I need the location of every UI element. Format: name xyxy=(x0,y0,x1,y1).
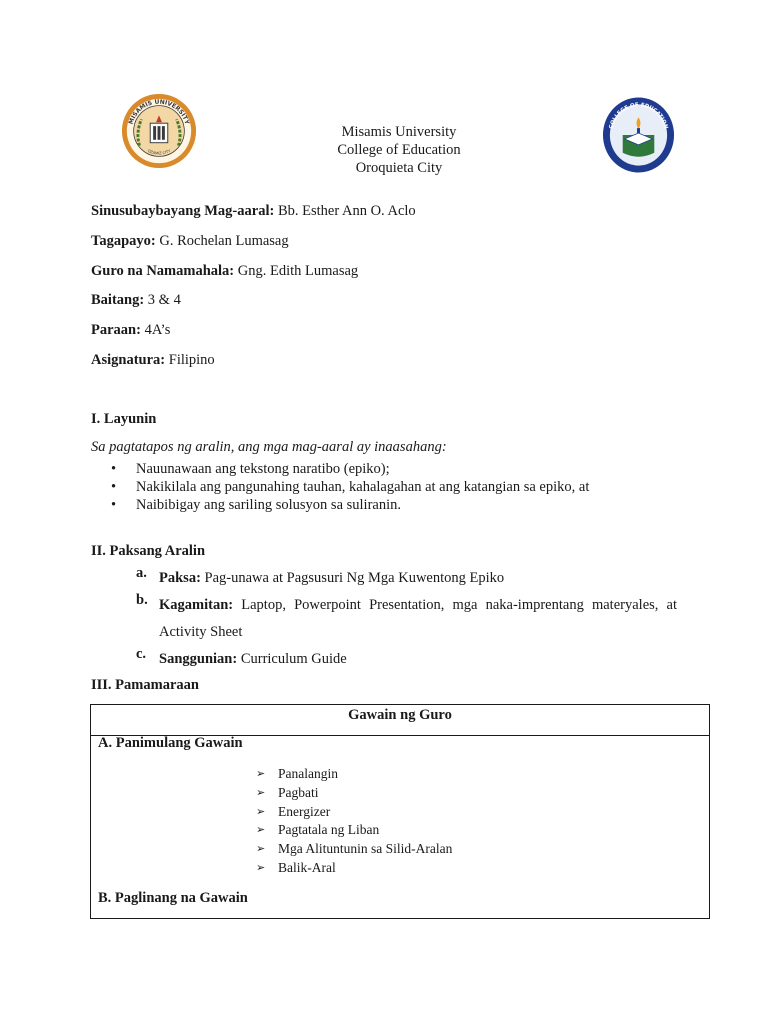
activity-text: Panalangin xyxy=(278,766,338,781)
misamis-university-seal xyxy=(120,92,198,170)
topic-label: Paksa: xyxy=(159,570,201,586)
activity-text: Energizer xyxy=(278,803,331,819)
city-name: Oroquieta City xyxy=(355,160,443,176)
bullet-icon: • xyxy=(111,461,117,477)
section-subject-matter-title: II. Paksang Aralin xyxy=(91,543,206,559)
part-a-title: A. Panimulang Gawain xyxy=(98,735,243,751)
info-value: 3 & 4 xyxy=(144,292,181,308)
info-value: Filipino xyxy=(165,352,215,368)
info-adviser xyxy=(91,233,289,250)
info-grade xyxy=(91,292,181,309)
list-item xyxy=(256,784,452,803)
topic-value: Curriculum Guide xyxy=(237,651,347,667)
section-objectives-title: I. Layunin xyxy=(91,411,157,427)
info-student-teacher xyxy=(91,203,416,220)
university-name: Misamis University xyxy=(341,124,457,140)
info-cooperating-teacher xyxy=(91,263,358,280)
list-item xyxy=(256,803,452,822)
section-procedure-title: III. Pamamaraan xyxy=(91,677,199,693)
topic-value: Pag-unawa at Pagsusuri Ng Mga Kuwentong Epiko xyxy=(200,570,505,586)
topic-label: Sanggunian: xyxy=(159,651,238,667)
list-item xyxy=(91,460,589,478)
bullet-icon: • xyxy=(111,497,117,513)
arrow-bullet-icon: ➢ xyxy=(256,824,266,837)
list-letter: b. xyxy=(136,592,148,608)
topic-value: Laptop, Powerpoint Presentation, mga naka-imprentang materyales, at Activity Sheet xyxy=(159,597,677,640)
activity-text: Pagbati xyxy=(278,784,319,800)
info-method xyxy=(91,322,170,339)
list-item xyxy=(256,840,452,859)
info-subject xyxy=(91,352,215,369)
subject-reference xyxy=(136,646,677,673)
info-value: Gng. Edith Lumasag xyxy=(234,263,359,279)
list-letter: a. xyxy=(136,565,147,581)
info-value: G. Rochelan Lumasag xyxy=(155,233,289,249)
subject-materials xyxy=(136,592,677,646)
seal-bottom-text: OZAMIZ CITY xyxy=(146,148,172,156)
college-of-education-seal xyxy=(601,95,676,175)
table-header: Gawain ng Guro xyxy=(91,705,709,736)
activity-text: Pagtatala ng Liban xyxy=(278,822,380,838)
list-item xyxy=(256,765,452,784)
objectives-intro: Sa pagtatapos ng aralin, ang mga mag-aaral ay inaasahang: xyxy=(91,439,447,455)
list-letter: c. xyxy=(136,646,147,662)
arrow-bullet-icon: ➢ xyxy=(256,861,266,874)
info-label: Asignatura: xyxy=(91,352,166,368)
procedure-table xyxy=(90,704,710,919)
topic-label: Kagamitan: xyxy=(159,597,234,613)
activity-text: Balik-Aral xyxy=(278,859,336,875)
list-item xyxy=(256,821,452,840)
info-value: Bb. Esther Ann O. Aclo xyxy=(274,203,416,219)
institution-header xyxy=(250,123,548,177)
list-item xyxy=(91,478,589,496)
part-b-title: B. Paglinang na Gawain xyxy=(98,890,248,906)
arrow-bullet-icon: ➢ xyxy=(256,768,266,780)
subject-topic xyxy=(136,565,677,592)
objective-text: Naibibigay ang sariling solusyon sa suliranin. xyxy=(136,497,401,513)
objectives-list xyxy=(91,460,589,514)
arrow-bullet-icon: ➢ xyxy=(256,805,266,818)
info-label: Paraan: xyxy=(91,322,141,338)
bullet-icon: • xyxy=(111,479,117,495)
activities-list xyxy=(256,765,452,878)
info-label: Tagapayo: xyxy=(91,233,156,249)
info-label: Guro na Namamahala: xyxy=(91,263,235,279)
objective-text: Nakikilala ang pangunahing tauhan, kahalagahan at ang katangian sa epiko, at xyxy=(136,479,590,495)
info-label: Sinusubaybayang Mag-aaral: xyxy=(91,203,275,219)
college-name: College of Education xyxy=(337,142,461,158)
list-item xyxy=(91,496,589,514)
arrow-bullet-icon: ➢ xyxy=(256,786,266,799)
list-item xyxy=(256,859,452,878)
info-label: Baitang: xyxy=(91,292,145,308)
activity-text: Mga Alituntunin sa Silid-Aralan xyxy=(278,841,453,857)
seal-top-text: MISAMIS UNIVERSITY xyxy=(127,98,191,126)
objective-text: Nauunawaan ang tekstong naratibo (epiko); xyxy=(136,461,390,477)
info-value: 4A’s xyxy=(140,322,171,338)
seal-text: COLLEGE OF EDUCATION xyxy=(608,102,669,130)
arrow-bullet-icon: ➢ xyxy=(256,843,266,856)
